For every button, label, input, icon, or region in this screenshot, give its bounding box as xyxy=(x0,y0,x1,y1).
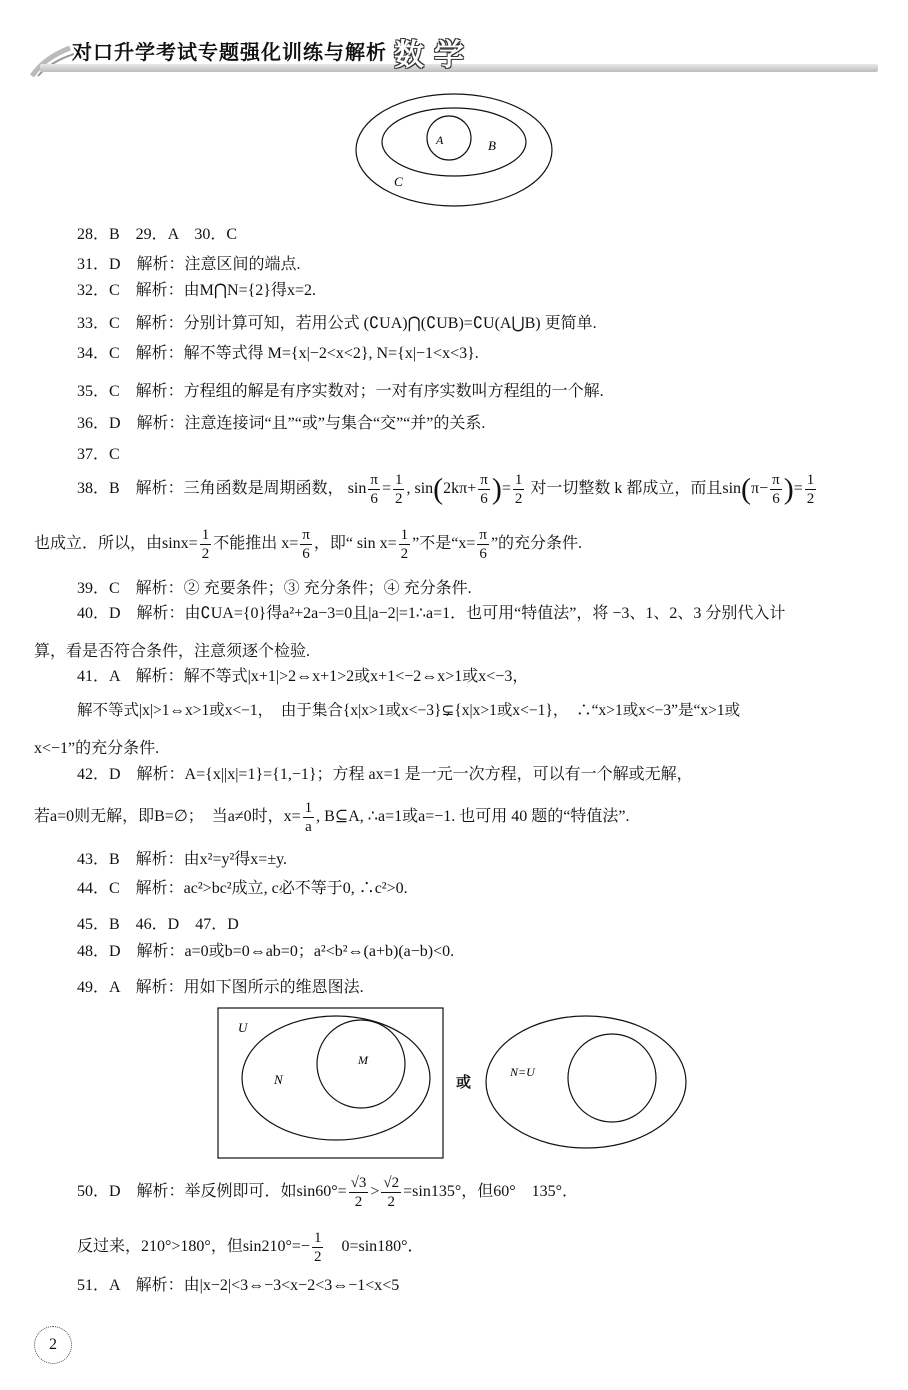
equals: = xyxy=(501,480,511,497)
fraction xyxy=(770,471,782,508)
label-u: U xyxy=(238,1020,248,1035)
denominator: 6 xyxy=(302,545,310,562)
answer-38-text: ”不是“x= xyxy=(412,535,476,552)
answer-33: 33．C 解析：分别计算可知，若用公式 (∁UA)⋂(∁UB)=∁U(A⋃B) 更简单. xyxy=(77,315,597,332)
answer-40-line1: 40．D 解析：由∁UA={0}得a²+2a−3=0且|a−2|=1∴a=1．也可用“特值法”，将 −3、1、2、3 分别代入计 xyxy=(77,605,786,622)
numerator: 1 xyxy=(313,1229,322,1246)
denominator: 2 xyxy=(313,1248,322,1265)
venn-diagram-unm xyxy=(216,1006,446,1160)
fraction xyxy=(393,471,405,508)
answer-38-line2 xyxy=(34,522,582,566)
answer-37: 37．C xyxy=(77,446,120,463)
fraction xyxy=(399,526,411,563)
denominator: 6 xyxy=(370,490,378,507)
sin-text: sin xyxy=(347,480,367,497)
answer-45-47: 45．B 46．D 47．D xyxy=(77,916,239,933)
answer-50-text: 0=sin180°． xyxy=(325,1238,424,1255)
answer-42-text: , B⊆A, ∴a=1或a=−1. 也可用 40 题的“特值法”. xyxy=(316,808,630,825)
label-c: C xyxy=(394,174,403,189)
label-n-equals-u: N=U xyxy=(510,1065,535,1079)
label-a: A xyxy=(436,133,444,147)
sin-text: sin xyxy=(414,480,434,497)
answer-50-line2 xyxy=(77,1225,424,1269)
fraction xyxy=(300,526,312,563)
fraction xyxy=(312,1229,324,1266)
circle-inner xyxy=(568,1034,656,1122)
label-n: N xyxy=(274,1072,283,1087)
denominator: 6 xyxy=(772,490,780,507)
numerator: 1 xyxy=(394,471,403,488)
numerator: 1 xyxy=(806,471,815,488)
fraction xyxy=(381,1174,401,1211)
numerator: π xyxy=(302,526,310,543)
denominator: 2 xyxy=(387,1193,396,1210)
circle-a xyxy=(427,116,471,160)
answer-34: 34．C 解析：解不等式得 M={x|−2<x<2}, N={x|−1<x<3}. xyxy=(77,345,479,362)
greater-than: > xyxy=(370,1183,380,1200)
fraction xyxy=(477,526,489,563)
answer-41-line3: x<−1”的充分条件. xyxy=(34,740,160,757)
answer-50-text: 反过来，210°>180°，但sin210°=− xyxy=(77,1238,310,1255)
equals: = xyxy=(381,480,391,497)
denominator: 6 xyxy=(479,545,487,562)
answer-38-text: 对一切整数 k 都成立，而且sin xyxy=(530,480,742,497)
answer-32: 32．C 解析：由M⋂N={2}得x=2. xyxy=(77,282,316,299)
header-title: 对口升学考试专题强化训练与解析 xyxy=(72,40,387,64)
answer-49: 49．A 解析：用如下图所示的维恩图法. xyxy=(77,979,364,996)
equals: = xyxy=(793,480,803,497)
fraction xyxy=(303,799,315,836)
answer-50-text: =sin135°，但60° 135°． xyxy=(403,1183,579,1200)
answer-42-text: 若a=0则无解，即B=∅； 当a≠0时，x= xyxy=(34,808,301,825)
answer-28-30: 28．B 29．A 30．C xyxy=(77,226,238,243)
numerator: 1 xyxy=(514,471,523,488)
answer-51: 51．A 解析：由|x−2|<3⇔−3<x−2<3⇔−1<x<5 xyxy=(77,1277,400,1294)
answer-41-line1: 41．A 解析：解不等式|x+1|>2⇔x+1>2或x+1<−2⇔x>1或x<−3， xyxy=(77,668,529,685)
answer-48: 48．D 解析：a=0或b=0⇔ab=0；a²<b²⇔(a+b)(a−b)<0. xyxy=(77,943,455,960)
venn-diagram-n-equals-u xyxy=(484,1014,692,1152)
swoosh-decoration-icon xyxy=(30,44,74,78)
answer-39: 39．C 解析：② 充要条件；③ 充分条件；④ 充分条件. xyxy=(77,580,472,597)
denominator: a xyxy=(305,818,312,835)
answer-38-prefix: 38．B 解析：三角函数是周期函数， xyxy=(77,480,344,497)
numerator: 1 xyxy=(304,799,313,816)
denominator: 2 xyxy=(806,490,815,507)
numerator: √2 xyxy=(383,1174,400,1191)
page-header xyxy=(0,30,908,80)
answer-42-line1: 42．D 解析：A={x||x|=1}={1,−1}；方程 ax=1 是一元一次方程，可以有一个解或无解， xyxy=(77,766,693,783)
fraction xyxy=(368,471,380,508)
answer-36: 36．D 解析：注意连接词“且”“或”与集合“交”“并”的关系. xyxy=(77,415,486,432)
answer-40-line2: 算，看是否符合条件，注意须逐个检验. xyxy=(34,643,311,660)
or-label: 或 xyxy=(456,1075,472,1091)
answer-50-text: 50．D 解析：举反例即可．如sin60°= xyxy=(77,1183,347,1200)
ellipse-b xyxy=(382,108,526,176)
numerator: π xyxy=(772,471,780,488)
denominator: 2 xyxy=(514,490,523,507)
numerator: π xyxy=(480,471,488,488)
answer-38-text: 不能推出 x= xyxy=(213,535,299,552)
answer-31: 31．D 解析：注意区间的端点. xyxy=(77,256,301,273)
answer-42-line2 xyxy=(34,795,629,839)
fraction xyxy=(513,471,525,508)
rect-u xyxy=(218,1008,443,1158)
expression: 2kπ+ xyxy=(443,480,477,497)
numerator: √3 xyxy=(350,1174,367,1191)
expression: π− xyxy=(751,480,769,497)
answer-38-line1: 38．B 解析：三角函数是周期函数， sin $\frac{\pi}{6}$ = $\frac{1}{2}$ , sin(2kπ+ $\frac{\pi}{6}$ )= $\frac{1}{2}$ 对一切整数 k 都成立，而且sin(π− $\frac{\pi}{6}$ )= $\frac{1}{2}$ xyxy=(77,471,815,507)
label-m: M xyxy=(358,1053,368,1067)
fraction xyxy=(200,526,212,563)
numerator: π xyxy=(370,471,378,488)
answer-44: 44．C 解析：ac²>bc²成立, c必不等于0, ∴c²>0. xyxy=(77,880,408,897)
venn-diagram-abc xyxy=(354,90,554,210)
answer-38-text: 也成立．所以，由sinx= xyxy=(34,535,198,552)
ellipse-n xyxy=(242,1016,430,1140)
denominator: 2 xyxy=(394,490,403,507)
answer-43: 43．B 解析：由x²=y²得x=±y. xyxy=(77,851,288,868)
fraction xyxy=(805,471,817,508)
numerator: 1 xyxy=(400,526,409,543)
denominator: 6 xyxy=(480,490,488,507)
denominator: 2 xyxy=(354,1193,363,1210)
denominator: 2 xyxy=(201,545,210,562)
answer-50-line1 xyxy=(77,1170,578,1214)
denominator: 2 xyxy=(400,545,409,562)
page-number: 2 xyxy=(34,1326,72,1364)
comma: , xyxy=(406,480,411,497)
answer-38-text: ”的充分条件. xyxy=(490,535,583,552)
numerator: 1 xyxy=(201,526,210,543)
answer-38-text: ，即“ sin x= xyxy=(313,535,397,552)
fraction xyxy=(478,471,490,508)
numerator: π xyxy=(479,526,487,543)
answer-41-line2: 解不等式|x|>1⇔x>1或x<−1， 由于集合{x|x>1或x<−3}⊊{x|x>1或x<−1}， ∴“x>1或x<−3”是“x>1或 xyxy=(77,702,741,719)
fraction xyxy=(349,1174,369,1211)
answer-35: 35．C 解析：方程组的解是有序实数对；一对有序实数叫方程组的一个解. xyxy=(77,383,604,400)
ellipse-c xyxy=(356,94,552,206)
label-b: B xyxy=(488,138,496,153)
header-subject: 数学 xyxy=(394,38,474,73)
